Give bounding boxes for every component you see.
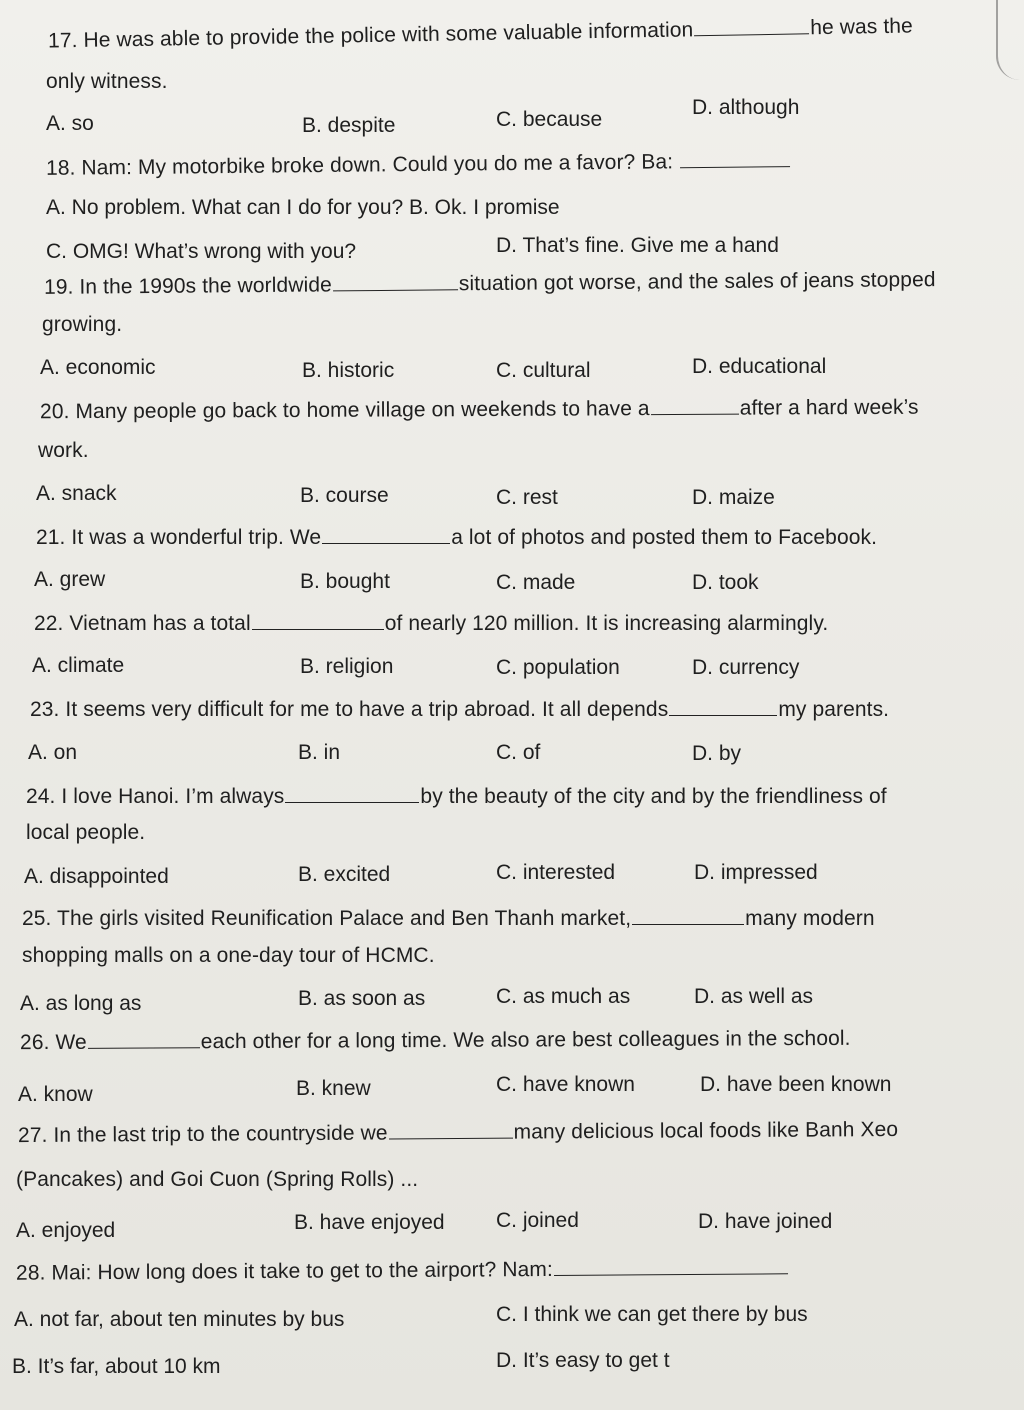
- option-b: B. have enjoyed: [294, 1211, 445, 1234]
- option-c: C. interested: [496, 861, 616, 884]
- question-text-cont: situation got worse, and the sales of jeans stopped: [458, 268, 936, 296]
- question-25: [22, 907, 875, 931]
- answer-blank: [669, 714, 777, 716]
- option-a: A. economic: [40, 356, 156, 379]
- option-c: C. have known: [496, 1073, 635, 1096]
- option-a: A. grew: [34, 568, 106, 591]
- question-28: [16, 1256, 789, 1285]
- question-text-cont: a lot of photos and posted them to Facebook.: [451, 526, 878, 549]
- option-c: C. OMG! What’s wrong with you?: [46, 240, 357, 263]
- question-21: [36, 526, 877, 550]
- option-b: B. excited: [298, 863, 391, 886]
- answer-blank: [322, 542, 450, 544]
- option-a: A. climate: [32, 654, 125, 677]
- option-a: A. as long as: [20, 992, 142, 1015]
- option-b: B. as soon as: [298, 987, 426, 1010]
- option-c: C. because: [496, 108, 603, 131]
- option-b: B. in: [298, 741, 341, 764]
- question-19-line2: growing.: [42, 313, 123, 336]
- option-c: C. made: [496, 571, 576, 594]
- question-text-cont: many modern: [745, 907, 875, 930]
- option-d: D. maize: [692, 486, 775, 509]
- question-24-line2: local people.: [26, 821, 146, 844]
- question-27-line2: (Pancakes) and Goi Cuon (Spring Rolls) ...: [16, 1168, 419, 1191]
- option-a-b: A. No problem. What can I do for you? B. Ok. I promise: [46, 196, 560, 219]
- question-text-cont: by the beauty of the city and by the friendliness of: [420, 785, 887, 808]
- question-text-cont: each other for a long time. We also are best colleagues in the school.: [200, 1026, 851, 1054]
- option-a: A. so: [46, 112, 94, 135]
- question-17: [48, 14, 913, 53]
- option-c: C. I think we can get there by bus: [496, 1303, 808, 1326]
- question-text: 23. It seems very difficult for me to have a trip abroad. It all depends: [30, 698, 669, 721]
- question-25-line2: shopping malls on a one-day tour of HCMC.: [22, 944, 435, 967]
- option-d: D. That’s fine. Give me a hand: [496, 234, 779, 257]
- option-b: B. historic: [302, 359, 395, 382]
- option-a: A. on: [28, 741, 78, 764]
- option-a: A. not far, about ten minutes by bus: [14, 1308, 345, 1331]
- option-d: D. although: [692, 96, 800, 119]
- question-text: 20. Many people go back to home village on weekends to have a: [39, 397, 650, 424]
- answer-blank: [333, 288, 458, 291]
- question-text: 19. In the 1990s the worldwide: [43, 273, 332, 299]
- question-20-line2: work.: [38, 439, 89, 462]
- question-22: [34, 612, 828, 636]
- option-b: B. course: [300, 484, 389, 507]
- answer-blank: [632, 923, 744, 925]
- option-c: C. of: [496, 741, 541, 764]
- question-text-cont: my parents.: [778, 698, 890, 721]
- question-text: 28. Mai: How long does it take to get to the airport? Nam:: [15, 1257, 553, 1285]
- question-20: [40, 396, 919, 425]
- option-a: A. know: [18, 1083, 93, 1106]
- question-text: 21. It was a wonderful trip. We: [36, 526, 322, 549]
- question-text: 22. Vietnam has a total: [34, 612, 251, 635]
- option-d: D. It’s easy to get t: [496, 1349, 670, 1372]
- question-text: 24. I love Hanoi. I’m always: [26, 785, 285, 808]
- option-d: D. impressed: [694, 861, 818, 884]
- question-27: [18, 1118, 898, 1148]
- answer-blank: [88, 1046, 200, 1049]
- option-b: B. religion: [300, 655, 394, 678]
- answer-blank: [694, 32, 809, 36]
- question-24: [26, 785, 887, 809]
- question-19: [44, 268, 936, 300]
- answer-blank: [285, 801, 419, 803]
- option-b: B. It’s far, about 10 km: [12, 1355, 221, 1378]
- question-text: 17. He was able to provide the police with some valuable information: [47, 18, 694, 53]
- question-23: [30, 698, 889, 722]
- question-text: 18. Nam: My motorbike broke down. Could you do me a favor? Ba:: [45, 150, 674, 180]
- option-b: B. despite: [302, 114, 396, 137]
- option-d: D. took: [692, 571, 759, 594]
- question-text: 25. The girls visited Reunification Palace and Ben Thanh market,: [22, 907, 632, 930]
- question-text-cont: he was the: [810, 14, 914, 40]
- question-text: 26. We: [19, 1030, 87, 1055]
- question-26: [20, 1027, 851, 1055]
- option-d: D. by: [692, 742, 742, 765]
- option-c: C. as much as: [496, 985, 631, 1008]
- question-text-cont: after a hard week’s: [739, 395, 919, 420]
- question-17-line2: only witness.: [46, 70, 168, 93]
- option-a: A. disappointed: [24, 865, 169, 888]
- option-d: D. educational: [692, 355, 827, 378]
- question-text-cont: many delicious local foods like Banh Xeo: [513, 1117, 899, 1144]
- answer-blank: [680, 165, 790, 168]
- option-c: C. joined: [496, 1209, 579, 1232]
- question-18: [46, 149, 791, 181]
- option-d: D. as well as: [694, 985, 814, 1008]
- option-d: D. currency: [692, 656, 800, 679]
- question-text: 27. In the last trip to the countryside we: [17, 1121, 388, 1148]
- answer-blank: [252, 628, 384, 630]
- option-a: A. snack: [36, 482, 117, 505]
- question-text-cont: of nearly 120 million. It is increasing alarmingly.: [384, 612, 829, 635]
- option-b: B. bought: [300, 570, 390, 593]
- answer-blank: [651, 413, 739, 415]
- answer-blank: [389, 1137, 513, 1140]
- option-b: B. knew: [296, 1077, 371, 1100]
- answer-blank: [554, 1272, 788, 1276]
- option-c: C. population: [496, 656, 620, 679]
- option-d: D. have been known: [700, 1073, 892, 1096]
- option-a: A. enjoyed: [16, 1219, 116, 1242]
- option-d: D. have joined: [698, 1210, 833, 1233]
- option-c: C. cultural: [496, 359, 591, 382]
- paper-edge: [996, 0, 1024, 80]
- option-c: C. rest: [496, 486, 558, 509]
